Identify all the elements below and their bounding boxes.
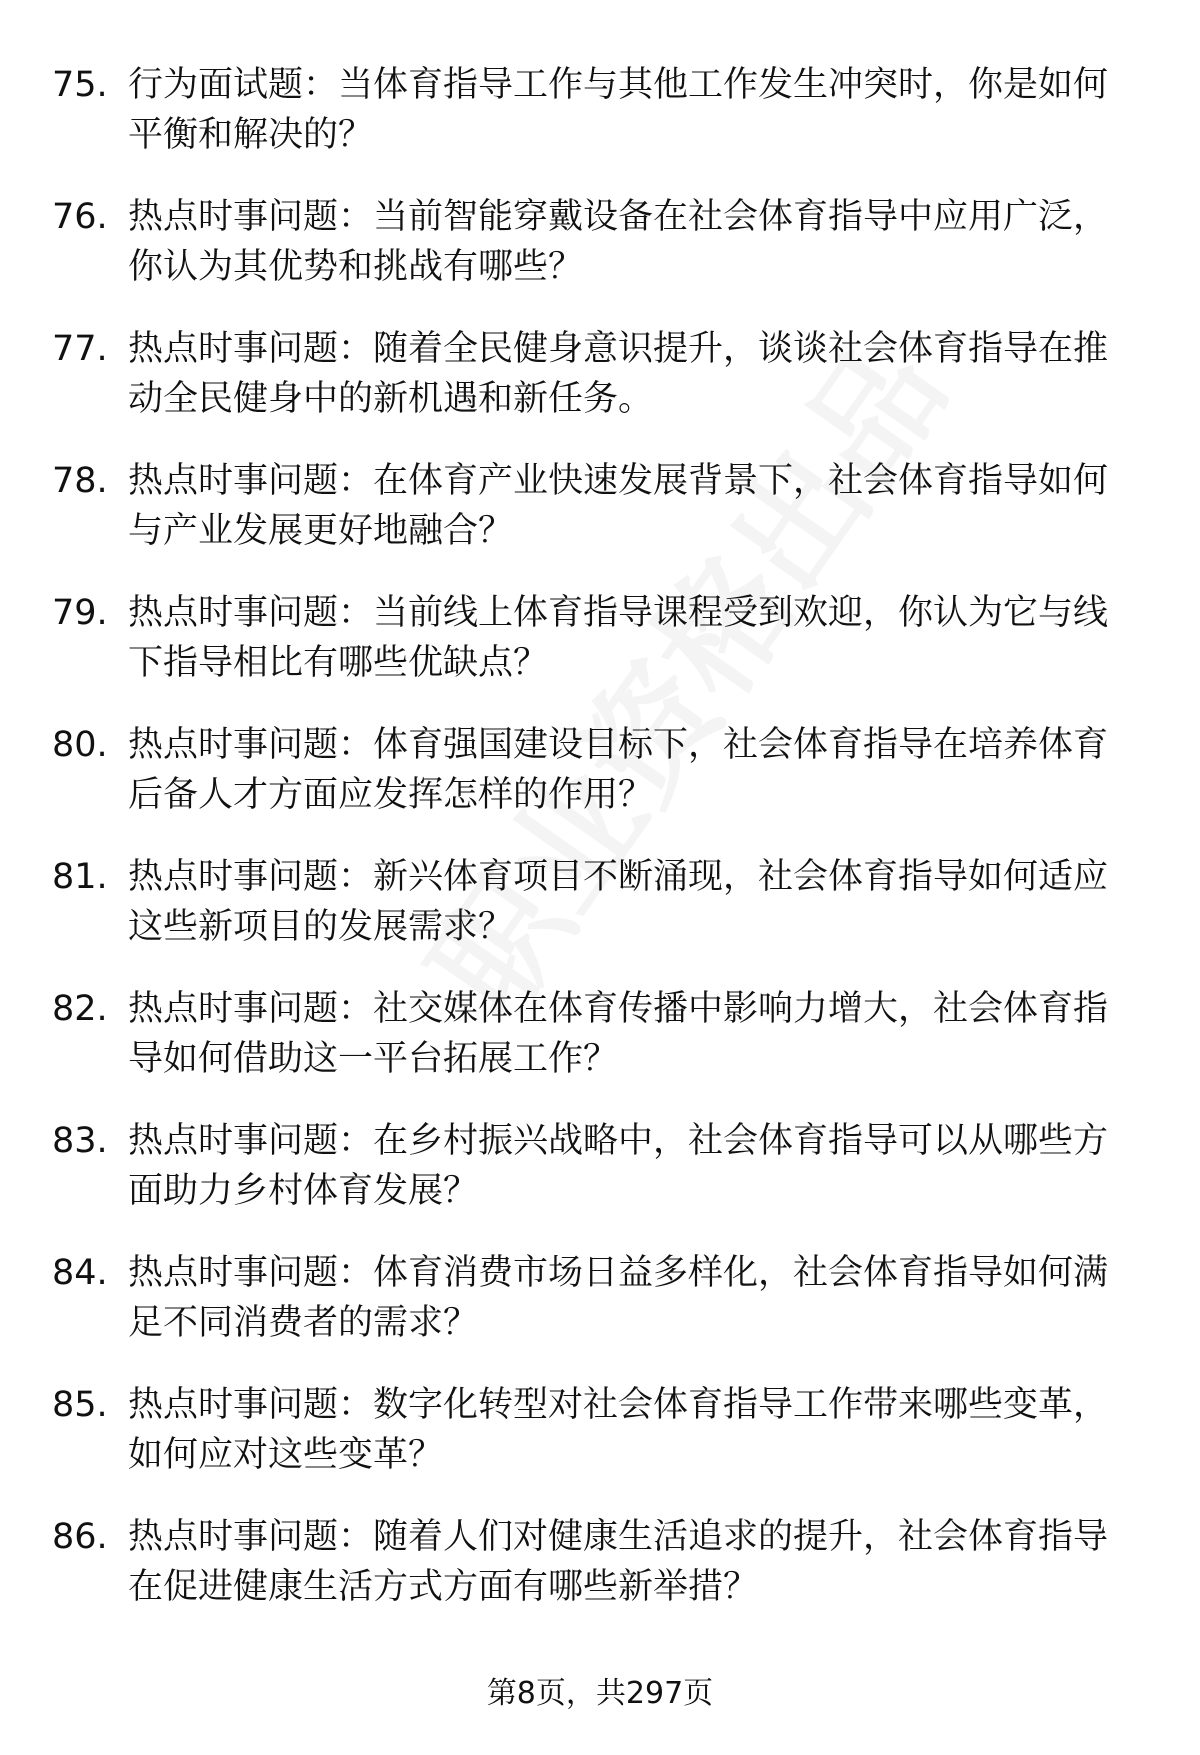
question-number: 82. bbox=[52, 989, 108, 1029]
question-number: 77. bbox=[52, 329, 108, 369]
question-item bbox=[0, 456, 1200, 588]
question-text: 行为面试题：当体育指导工作与其他工作发生冲突时，你是如何平衡和解决的？ bbox=[128, 65, 1109, 155]
question-item bbox=[0, 852, 1200, 984]
question-text: 热点时事问题：新兴体育项目不断涌现，社会体育指导如何适应这些新项目的发展需求？ bbox=[128, 857, 1109, 947]
question-text: 热点时事问题：体育强国建设目标下，社会体育指导在培养体育后备人才方面应发挥怎样的作用？ bbox=[128, 725, 1109, 815]
question-list bbox=[0, 60, 1200, 1644]
question-text: 热点时事问题：当前线上体育指导课程受到欢迎，你认为它与线下指导相比有哪些优缺点？ bbox=[128, 593, 1109, 683]
question-item bbox=[0, 1116, 1200, 1248]
question-number: 75. bbox=[52, 65, 108, 105]
page-footer: 第8页，共297页 bbox=[486, 1676, 714, 1711]
question-item bbox=[0, 1380, 1200, 1512]
question-number: 85. bbox=[52, 1385, 108, 1425]
question-number: 81. bbox=[52, 857, 108, 897]
question-item bbox=[0, 60, 1200, 192]
question-text: 热点时事问题：体育消费市场日益多样化，社会体育指导如何满足不同消费者的需求？ bbox=[128, 1253, 1109, 1343]
question-text: 热点时事问题：数字化转型对社会体育指导工作带来哪些变革，如何应对这些变革？ bbox=[128, 1385, 1109, 1475]
question-number: 76. bbox=[52, 197, 108, 237]
question-text: 热点时事问题：当前智能穿戴设备在社会体育指导中应用广泛，你认为其优势和挑战有哪些？ bbox=[128, 197, 1109, 287]
question-number: 79. bbox=[52, 593, 108, 633]
question-number: 83. bbox=[52, 1121, 108, 1161]
question-number: 84. bbox=[52, 1253, 108, 1293]
question-text: 热点时事问题：在乡村振兴战略中，社会体育指导可以从哪些方面助力乡村体育发展？ bbox=[128, 1121, 1109, 1211]
question-item bbox=[0, 984, 1200, 1116]
question-number: 78. bbox=[52, 461, 108, 501]
question-item bbox=[0, 1512, 1200, 1644]
question-item bbox=[0, 1248, 1200, 1380]
question-text: 热点时事问题：在体育产业快速发展背景下，社会体育指导如何与产业发展更好地融合？ bbox=[128, 461, 1109, 551]
question-item bbox=[0, 588, 1200, 720]
question-text: 热点时事问题：随着人们对健康生活追求的提升，社会体育指导在促进健康生活方式方面有哪些新举措？ bbox=[128, 1517, 1109, 1607]
question-item bbox=[0, 192, 1200, 324]
question-item bbox=[0, 324, 1200, 456]
question-number: 80. bbox=[52, 725, 108, 765]
question-number: 86. bbox=[52, 1517, 108, 1557]
question-text: 热点时事问题：社交媒体在体育传播中影响力增大，社会体育指导如何借助这一平台拓展工作？ bbox=[128, 989, 1109, 1079]
question-text: 热点时事问题：随着全民健身意识提升，谈谈社会体育指导在推动全民健身中的新机遇和新任务。 bbox=[128, 329, 1109, 419]
question-item bbox=[0, 720, 1200, 852]
